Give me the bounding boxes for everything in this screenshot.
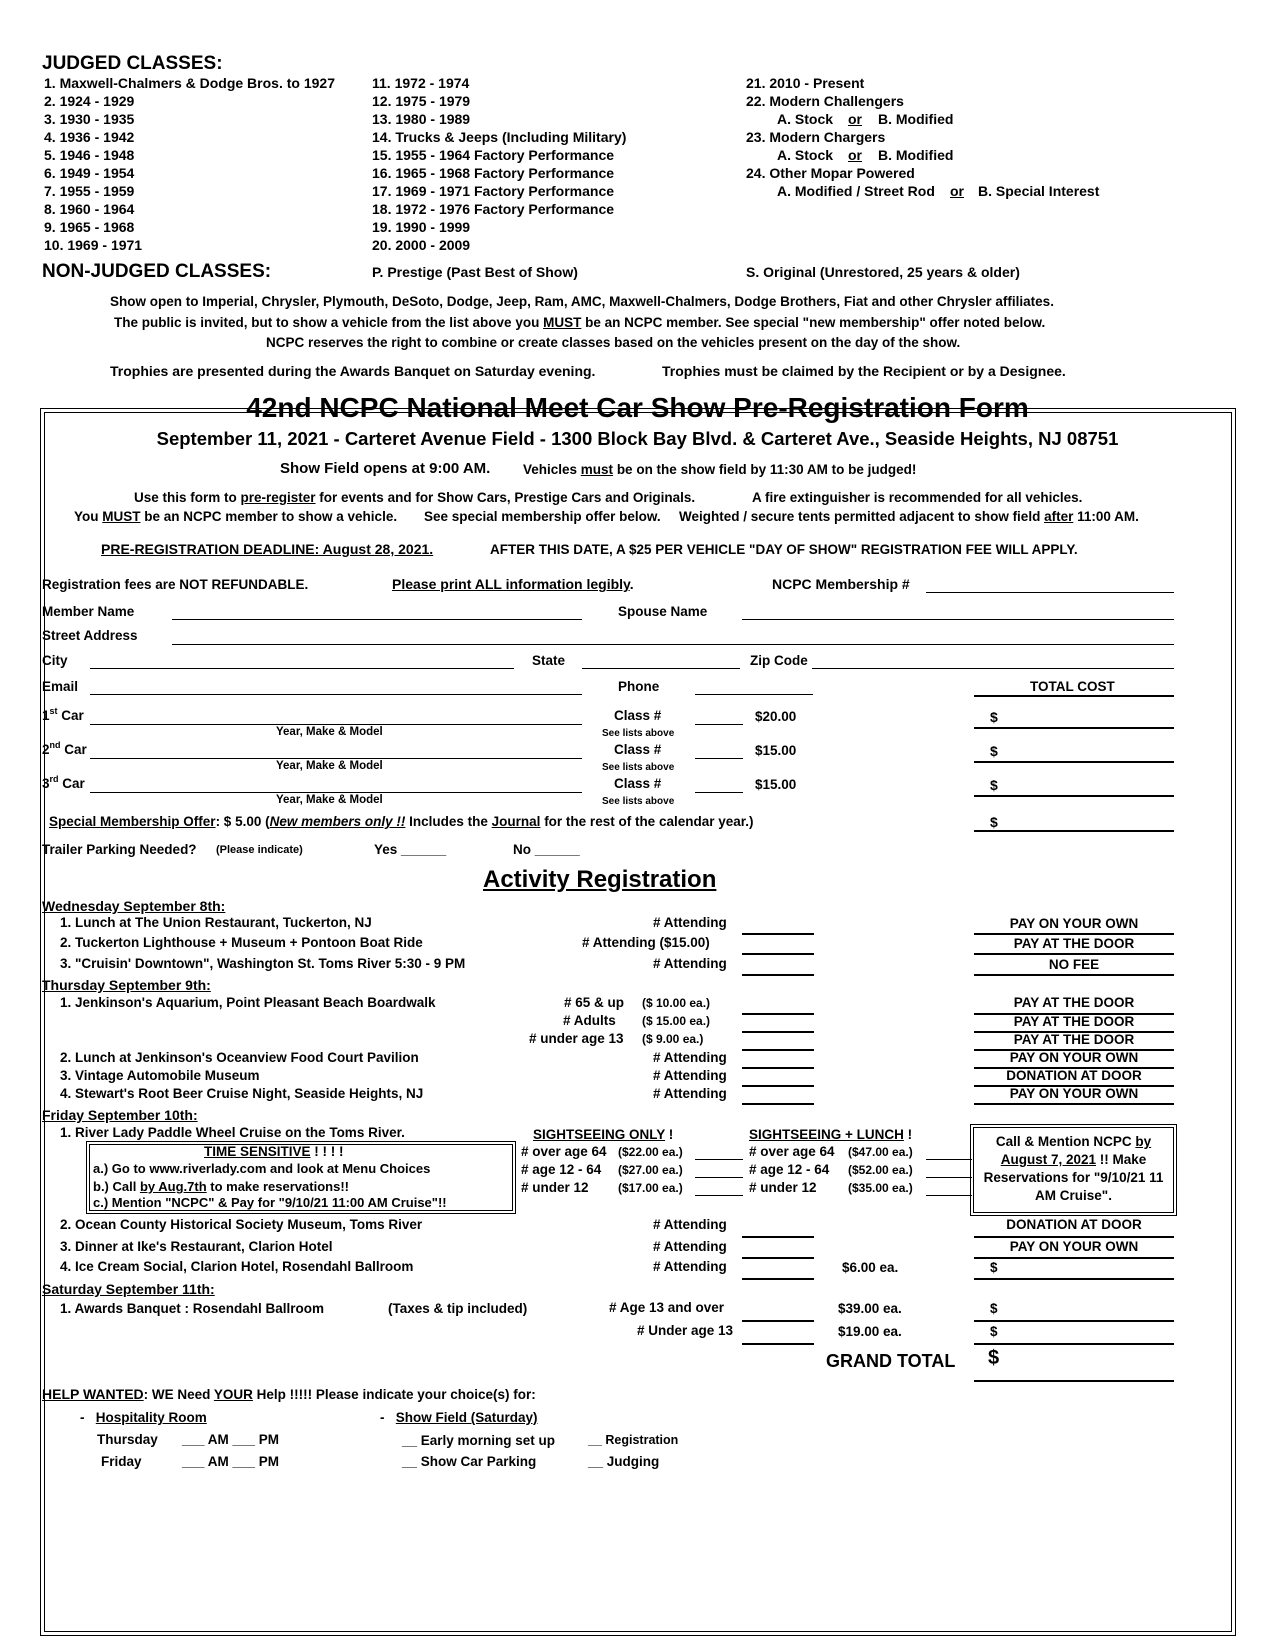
attending-count-field[interactable] xyxy=(742,953,814,955)
payment-rule xyxy=(974,1343,1174,1345)
year-make-model-caption: Year, Make & Model xyxy=(276,726,383,738)
payment-rule xyxy=(974,1236,1174,1238)
city-field[interactable] xyxy=(90,668,514,669)
thu-cruise-night: 4. Stewart's Root Beer Cruise Night, Seaside Heights, NJ xyxy=(60,1086,424,1101)
judged-class-item: 13. 1980 - 1989 xyxy=(372,111,471,127)
email-field[interactable] xyxy=(90,694,582,695)
ts-mention-step: c.) Mention "NCPC" & Pay for "9/10/21 11:00 AM Cruise"!! xyxy=(93,1195,447,1210)
payment-rule xyxy=(974,1031,1174,1033)
payment-note: DONATION AT DOOR xyxy=(1006,1217,1142,1232)
thu-aquarium: 1. Jenkinson's Aquarium, Point Pleasant Beach Boardwalk xyxy=(60,995,436,1010)
trophies-presented: Trophies are presented during the Awards Banquet on Saturday evening. xyxy=(110,363,596,379)
judged-class-item: 2. 1924 - 1929 xyxy=(44,93,135,109)
spouse-name-label: Spouse Name xyxy=(618,604,708,619)
fri-dinner-ikes: 3. Dinner at Ike's Restaurant, Clarion Hotel xyxy=(60,1239,333,1254)
payment-note: PAY AT THE DOOR xyxy=(1013,936,1135,951)
taxes-tip-note: (Taxes & tip included) xyxy=(388,1301,528,1316)
sightseeing-only-price: ($22.00 ea.) xyxy=(618,1145,683,1159)
thu-museum-attending-label: # Attending xyxy=(653,1068,727,1083)
banquet-adult-label: # Age 13 and over xyxy=(609,1300,725,1315)
sightseeing-only-field[interactable] xyxy=(695,1159,743,1160)
see-lists-above: See lists above xyxy=(602,796,675,807)
thu-lunch-attending-label: # Attending xyxy=(653,1050,727,1065)
attending-count-field[interactable] xyxy=(742,1067,814,1069)
sightseeing-only-label: # age 12 - 64 xyxy=(521,1162,602,1177)
call-line1: Call & Mention NCPC by xyxy=(995,1134,1152,1149)
attending-count-field[interactable] xyxy=(742,1257,814,1259)
saturday-heading: Saturday September 11th: xyxy=(42,1281,215,1297)
payment-rule xyxy=(974,953,1174,955)
street-address-label: Street Address xyxy=(42,628,138,643)
original-class: S. Original (Unrestored, 25 years & older) xyxy=(746,264,1020,280)
early-setup-option[interactable]: __ Early morning set up xyxy=(402,1433,556,1448)
trailer-yes-field[interactable]: Yes ______ xyxy=(374,842,447,857)
call-line3: Reservations for "9/10/21 11 xyxy=(983,1170,1164,1185)
payment-rule xyxy=(974,1320,1174,1322)
special-membership-offer: Special Membership Offer: $ 5.00 (New members only !! Includes the Journal for the rest of the calendar year.) xyxy=(49,814,754,829)
wednesday-heading: Wednesday September 8th: xyxy=(42,898,226,914)
sightseeing-lunch-label: # under 12 xyxy=(749,1180,817,1195)
fri-historical-society: 2. Ocean County Historical Society Museum, Toms River xyxy=(60,1217,423,1232)
attending-count-field[interactable] xyxy=(742,1278,814,1280)
judged-class-item: 20. 2000 - 2009 xyxy=(372,237,471,253)
membership-number-label: NCPC Membership # xyxy=(772,576,910,592)
class-number-field[interactable] xyxy=(695,758,743,759)
payment-rule xyxy=(974,1067,1174,1069)
zip-code-field[interactable] xyxy=(812,668,1174,669)
membership-cost-field[interactable] xyxy=(974,830,1174,832)
banquet-child-label: # Under age 13 xyxy=(637,1323,734,1338)
member-name-label: Member Name xyxy=(42,604,135,619)
payment-rule xyxy=(974,1257,1174,1259)
state-label: State xyxy=(532,653,566,668)
grand-total-dollar: $ xyxy=(988,1347,1000,1369)
judged-class-item: 15. 1955 - 1964 Factory Performance xyxy=(372,147,615,163)
cost-dollar: $ xyxy=(990,1260,998,1275)
sightseeing-only-field[interactable] xyxy=(695,1177,743,1178)
car-year-make-model-field[interactable] xyxy=(90,758,582,759)
membership-number-field[interactable] xyxy=(926,592,1174,593)
hospitality-room-heading: - Hospitality Room xyxy=(80,1410,207,1425)
tents-note: Weighted / secure tents permitted adjacent to show field after 11:00 AM. xyxy=(679,509,1139,524)
payment-note: NO FEE xyxy=(1048,957,1100,972)
aquarium-adults-price: ($ 15.00 ea.) xyxy=(642,1014,711,1028)
sightseeing-lunch-field[interactable] xyxy=(926,1177,972,1178)
thu-auto-museum: 3. Vintage Automobile Museum xyxy=(60,1068,260,1083)
car-cost-field[interactable] xyxy=(974,761,1174,763)
sightseeing-lunch-price: ($47.00 ea.) xyxy=(848,1145,913,1159)
judged-class-item: 17. 1969 - 1971 Factory Performance xyxy=(372,183,615,199)
class-22: 22. Modern Challengers xyxy=(746,93,904,109)
judged-class-item: 7. 1955 - 1959 xyxy=(44,183,135,199)
sightseeing-only-field[interactable] xyxy=(695,1195,743,1196)
form-title: 42nd NCPC National Meet Car Show Pre-Registration Form xyxy=(246,392,1029,423)
wed-lunch-union: 1. Lunch at The Union Restaurant, Tuckerton, NJ xyxy=(60,915,372,930)
judged-class-item: 14. Trucks & Jeeps (Including Military) xyxy=(372,129,627,145)
car-price: $20.00 xyxy=(755,709,797,724)
car-cost-dollar: $ xyxy=(990,709,998,725)
grand-total-field[interactable] xyxy=(974,1380,1174,1382)
nonjudged-heading: NON-JUDGED CLASSES: xyxy=(42,261,272,282)
fire-extinguisher-note: A fire extinguisher is recommended for all vehicles. xyxy=(752,490,1083,505)
year-make-model-caption: Year, Make & Model xyxy=(276,760,383,772)
aquarium-adults-label: # Adults xyxy=(563,1013,616,1028)
payment-note: PAY AT THE DOOR xyxy=(1013,1032,1135,1047)
show-field-heading: - Show Field (Saturday) xyxy=(380,1410,538,1425)
sightseeing-lunch-heading: SIGHTSEEING + LUNCH ! xyxy=(749,1127,913,1142)
attending-count-field[interactable] xyxy=(742,1031,814,1033)
thursday-heading: Thursday September 9th: xyxy=(42,977,211,993)
car-cost-dollar: $ xyxy=(990,743,998,759)
payment-note: PAY ON YOUR OWN xyxy=(1009,916,1139,931)
ice-cream-price: $6.00 ea. xyxy=(842,1260,899,1275)
car-parking-option[interactable]: __ Show Car Parking xyxy=(402,1454,537,1469)
fri-dinner-attending-label: # Attending xyxy=(653,1239,727,1254)
judged-class-item: 5. 1946 - 1948 xyxy=(44,147,135,163)
attending-count-field[interactable] xyxy=(742,974,814,976)
friday-shift-field[interactable]: ___ AM ___ PM xyxy=(182,1454,280,1469)
car-price: $15.00 xyxy=(755,777,797,792)
notes-makes: Show open to Imperial, Chrysler, Plymouth, DeSoto, Dodge, Jeep, Ram, AMC, Maxwell-Chalmers, Dodge Brothers, Fiat and other Chrysler affiliates. xyxy=(110,294,1054,309)
see-lists-above: See lists above xyxy=(602,762,675,773)
class-24-or: or xyxy=(950,183,964,199)
class-number-label: Class # xyxy=(614,742,662,757)
payment-note: PAY ON YOUR OWN xyxy=(1009,1086,1139,1101)
thu-lunch-jenkinsons: 2. Lunch at Jenkinson's Oceanview Food Court Pavilion xyxy=(60,1050,419,1065)
help-wanted-line: HELP WANTED: WE Need YOUR Help !!!!! Please indicate your choice(s) for: xyxy=(42,1386,536,1402)
phone-field[interactable] xyxy=(695,694,813,695)
judged-class-item: 3. 1930 - 1935 xyxy=(44,111,135,127)
judged-class-item: 6. 1949 - 1954 xyxy=(44,165,135,181)
fri-ice-cream-attending-label: # Attending xyxy=(653,1259,727,1274)
wed-lunch-attending-label: # Attending xyxy=(653,915,727,930)
friday-label: Friday xyxy=(101,1454,142,1469)
sightseeing-lunch-label: # over age 64 xyxy=(749,1144,835,1159)
car-year-make-model-field[interactable] xyxy=(90,792,582,793)
show-field-opens: Show Field opens at 9:00 AM. xyxy=(280,460,491,477)
class-23: 23. Modern Chargers xyxy=(746,129,886,145)
car-cost-field[interactable] xyxy=(974,727,1174,729)
sightseeing-only-label: # over age 64 xyxy=(521,1144,607,1159)
judged-class-item: 1. Maxwell-Chalmers & Dodge Bros. to 1927 xyxy=(44,75,335,91)
see-lists-above: See lists above xyxy=(602,728,675,739)
sightseeing-lunch-price: ($52.00 ea.) xyxy=(848,1163,913,1177)
total-cost-heading: TOTAL COST xyxy=(1030,679,1115,694)
trailer-no-field[interactable]: No ______ xyxy=(513,842,580,857)
judged-class-item: 12. 1975 - 1979 xyxy=(372,93,471,109)
registration-option[interactable]: __ Registration xyxy=(588,1433,679,1447)
fri-historical-attending-label: # Attending xyxy=(653,1217,727,1232)
prestige-class: P. Prestige (Past Best of Show) xyxy=(372,264,578,280)
trailer-parking-label: Trailer Parking Needed? xyxy=(42,842,197,857)
payment-note: DONATION AT DOOR xyxy=(1006,1068,1142,1083)
form-subtitle: September 11, 2021 - Carteret Avenue Field - 1300 Block Bay Blvd. & Carteret Ave., Seaside Heights, NJ 08751 xyxy=(156,428,1119,449)
class-24: 24. Other Mopar Powered xyxy=(746,165,915,181)
sightseeing-lunch-field[interactable] xyxy=(926,1195,972,1196)
attending-count-field[interactable] xyxy=(742,1085,814,1087)
thursday-label: Thursday xyxy=(97,1432,158,1447)
class-number-field[interactable] xyxy=(695,724,743,725)
notes-public: The public is invited, but to show a vehicle from the list above you MUST be an NCPC member. See special "new membership" offer noted below. xyxy=(114,315,1046,330)
zip-code-label: Zip Code xyxy=(750,653,808,668)
trophies-claimed: Trophies must be claimed by the Recipient or by a Designee. xyxy=(662,363,1066,379)
payment-rule xyxy=(974,933,1174,935)
class-24-street-rod: A. Modified / Street Rod xyxy=(777,183,935,199)
class-number-label: Class # xyxy=(614,776,662,791)
city-label: City xyxy=(42,653,68,668)
sightseeing-only-price: ($17.00 ea.) xyxy=(618,1181,683,1195)
class-23-or: or xyxy=(848,147,862,163)
car-cost-dollar: $ xyxy=(990,777,998,793)
attending-count-field[interactable] xyxy=(742,1320,814,1322)
payment-rule xyxy=(974,1049,1174,1051)
sightseeing-only-price: ($27.00 ea.) xyxy=(618,1163,683,1177)
print-legibly-note: Please print ALL information legibly. xyxy=(392,576,634,592)
thu-cruise-night-attending-label: # Attending xyxy=(653,1086,727,1101)
payment-rule xyxy=(974,1278,1174,1280)
class-number-label: Class # xyxy=(614,708,662,723)
fri-river-lady: 1. River Lady Paddle Wheel Cruise on the Toms River. xyxy=(60,1125,405,1140)
class-number-field[interactable] xyxy=(695,792,743,793)
class-21: 21. 2010 - Present xyxy=(746,75,865,91)
thursday-shift-field[interactable]: ___ AM ___ PM xyxy=(182,1432,280,1447)
payment-rule xyxy=(974,1103,1174,1105)
payment-note: PAY ON YOUR OWN xyxy=(1009,1050,1139,1065)
membership-required-note: You MUST be an NCPC member to show a vehicle. xyxy=(74,509,398,524)
phone-label: Phone xyxy=(618,679,660,694)
sat-awards-banquet: 1. Awards Banquet : Rosendahl Ballroom xyxy=(60,1301,325,1316)
class-23-modified: B. Modified xyxy=(878,147,954,163)
fri-ice-cream-social: 4. Ice Cream Social, Clarion Hotel, Rosendahl Ballroom xyxy=(60,1259,414,1274)
total-cost-rule xyxy=(974,695,1174,697)
aquarium-65-label: # 65 & up xyxy=(564,995,625,1010)
membership-offer-note: See special membership offer below. xyxy=(424,509,661,524)
class-22-or: or xyxy=(848,111,862,127)
car-price: $15.00 xyxy=(755,743,797,758)
aquarium-under13-label: # under age 13 xyxy=(529,1031,624,1046)
banquet-adult-price: $39.00 ea. xyxy=(838,1301,902,1316)
late-fee-note: AFTER THIS DATE, A $25 PER VEHICLE "DAY OF SHOW" REGISTRATION FEE WILL APPLY. xyxy=(490,542,1078,557)
sightseeing-lunch-price: ($35.00 ea.) xyxy=(848,1181,913,1195)
attending-count-field[interactable] xyxy=(742,1343,814,1345)
aquarium-65-price: ($ 10.00 ea.) xyxy=(642,996,711,1010)
payment-rule xyxy=(974,1085,1174,1087)
judged-class-item: 18. 1972 - 1976 Factory Performance xyxy=(372,201,615,217)
wed-lighthouse: 2. Tuckerton Lighthouse + Museum + Pontoon Boat Ride xyxy=(60,935,423,950)
call-line4: AM Cruise". xyxy=(1035,1188,1112,1203)
payment-note: PAY AT THE DOOR xyxy=(1013,1014,1135,1029)
sightseeing-lunch-label: # age 12 - 64 xyxy=(749,1162,830,1177)
judged-class-item: 9. 1965 - 1968 xyxy=(44,219,135,235)
payment-rule xyxy=(974,1013,1174,1015)
ts-call-step: b.) Call by Aug.7th to make reservations!! xyxy=(93,1179,349,1194)
cost-dollar: $ xyxy=(990,1324,998,1339)
car-year-make-model-field[interactable] xyxy=(90,724,582,725)
class-23-stock: A. Stock xyxy=(777,147,834,163)
spouse-name-field[interactable] xyxy=(742,619,1174,620)
class-22-stock: A. Stock xyxy=(777,111,834,127)
aquarium-under13-price: ($ 9.00 ea.) xyxy=(642,1032,704,1046)
attending-count-field[interactable] xyxy=(742,1103,814,1105)
wed-lighthouse-attending-label: # Attending ($15.00) xyxy=(582,935,710,950)
banquet-child-price: $19.00 ea. xyxy=(838,1324,902,1339)
judged-class-item: 19. 1990 - 1999 xyxy=(372,219,471,235)
sightseeing-lunch-field[interactable] xyxy=(926,1159,972,1160)
wed-cruisin: 3. "Cruisin' Downtown", Washington St. Toms River 5:30 - 9 PM xyxy=(60,956,466,971)
activity-registration-title: Activity Registration xyxy=(483,866,717,893)
car-label: 2nd Car xyxy=(42,740,87,757)
attending-count-field[interactable] xyxy=(742,1049,814,1051)
attending-count-field[interactable] xyxy=(742,933,814,935)
registration-deadline: PRE-REGISTRATION DEADLINE: August 28, 2021. xyxy=(101,541,434,557)
cost-dollar: $ xyxy=(990,1301,998,1316)
member-name-field[interactable] xyxy=(172,619,582,620)
judged-class-item: 16. 1965 - 1968 Factory Performance xyxy=(372,165,615,181)
judged-class-item: 11. 1972 - 1974 xyxy=(372,75,470,91)
sightseeing-only-heading: SIGHTSEEING ONLY ! xyxy=(533,1127,674,1142)
class-22-modified: B. Modified xyxy=(878,111,954,127)
sightseeing-only-label: # under 12 xyxy=(521,1180,589,1195)
use-form-note: Use this form to pre-register for events and for Show Cars, Prestige Cars and Originals. xyxy=(134,490,696,505)
year-make-model-caption: Year, Make & Model xyxy=(276,794,383,806)
class-24-special-interest: B. Special Interest xyxy=(978,183,1100,199)
wed-cruisin-attending-label: # Attending xyxy=(653,956,727,971)
attending-count-field[interactable] xyxy=(742,1013,814,1015)
email-label: Email xyxy=(42,679,79,694)
judged-class-item: 10. 1969 - 1971 xyxy=(44,237,143,253)
call-line2: August 7, 2021 !! Make xyxy=(1000,1152,1147,1167)
car-label: 3rd Car xyxy=(42,774,85,791)
judged-class-item: 4. 1936 - 1942 xyxy=(44,129,135,145)
street-address-field[interactable] xyxy=(172,644,1174,645)
membership-cost-dollar: $ xyxy=(990,814,998,830)
please-indicate: (Please indicate) xyxy=(216,844,303,856)
car-label: 1st Car xyxy=(42,706,84,723)
notes-reserve: NCPC reserves the right to combine or create classes based on the vehicles present on the day of the show. xyxy=(266,335,961,350)
payment-note: PAY ON YOUR OWN xyxy=(1009,1239,1139,1254)
payment-note: PAY AT THE DOOR xyxy=(1013,995,1135,1010)
judged-class-item: 8. 1960 - 1964 xyxy=(44,201,135,217)
car-cost-field[interactable] xyxy=(974,795,1174,797)
friday-heading: Friday September 10th: xyxy=(42,1107,198,1123)
state-field[interactable] xyxy=(582,668,740,669)
grand-total-label: GRAND TOTAL xyxy=(826,1351,956,1371)
judging-deadline: Vehicles must be on the show field by 11:30 AM to be judged! xyxy=(523,462,917,477)
ts-website-step: a.) Go to www.riverlady.com and look at Menu Choices xyxy=(93,1161,431,1176)
judged-classes-heading: JUDGED CLASSES: xyxy=(42,53,223,74)
judging-option[interactable]: __ Judging xyxy=(588,1454,660,1469)
payment-rule xyxy=(974,974,1174,976)
no-refund-note: Registration fees are NOT REFUNDABLE. xyxy=(42,577,309,592)
attending-count-field[interactable] xyxy=(742,1236,814,1238)
time-sensitive-heading: TIME SENSITIVE ! ! ! ! xyxy=(204,1144,344,1159)
